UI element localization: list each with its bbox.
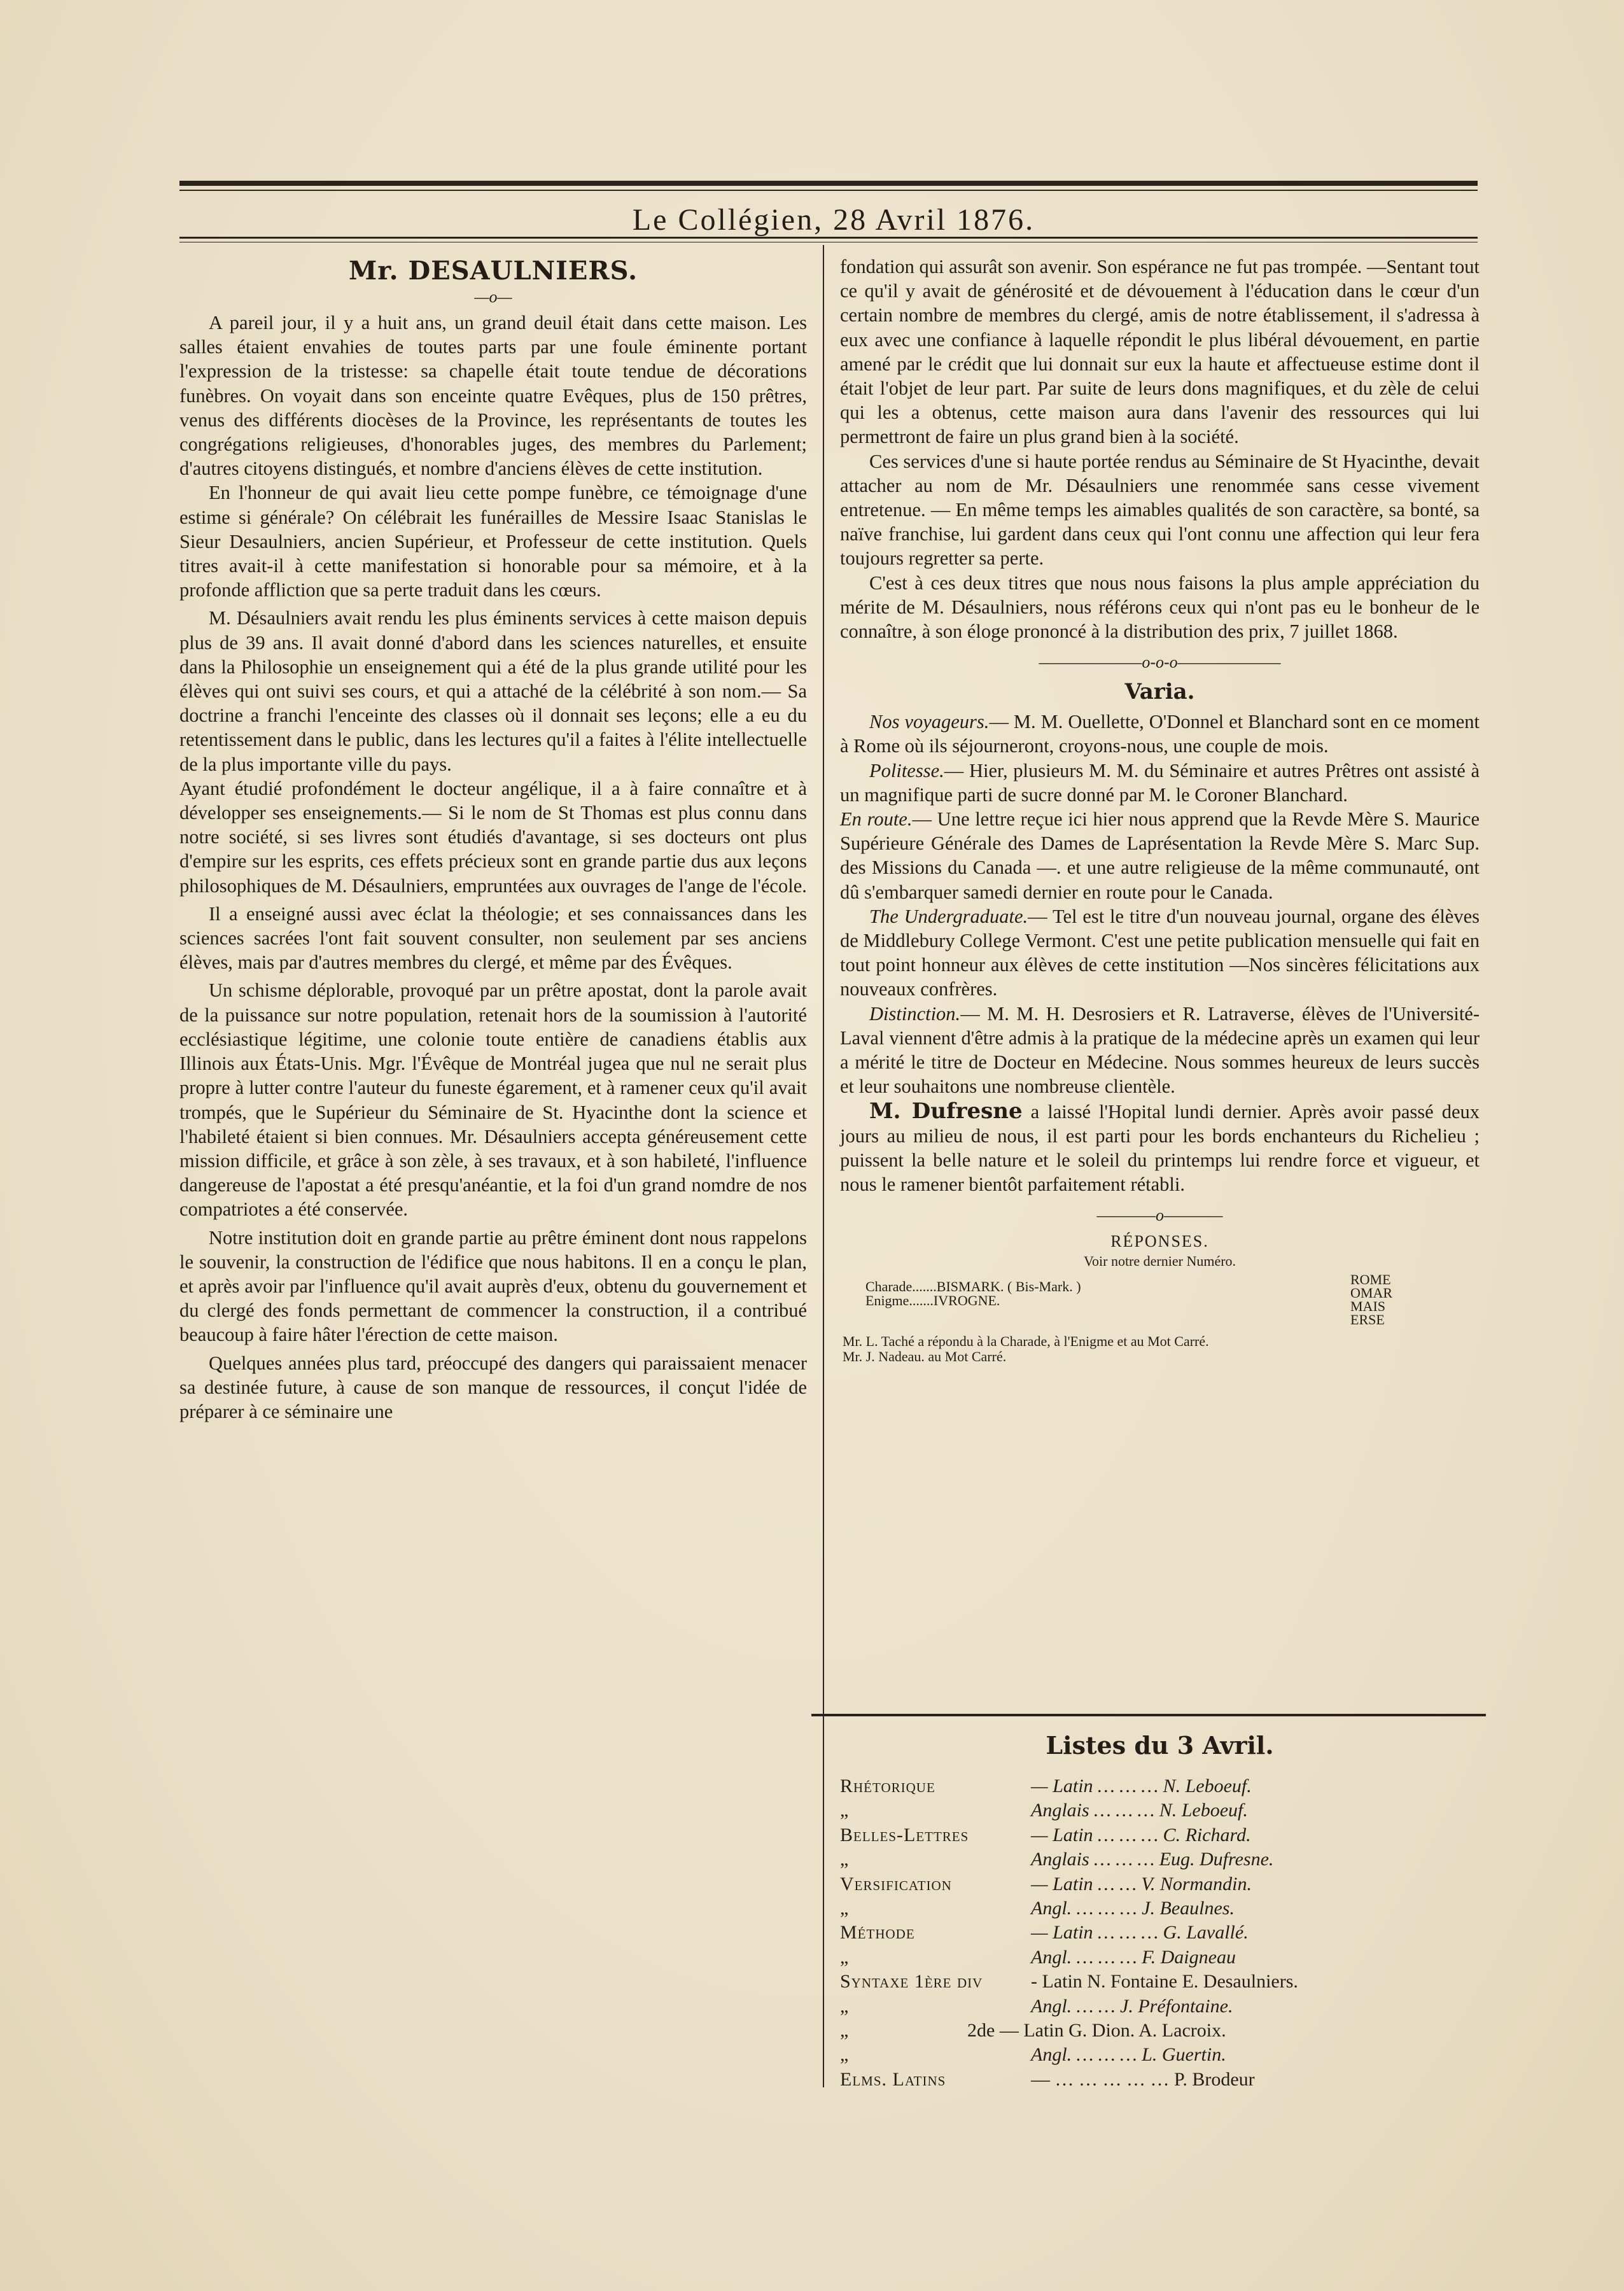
mot-carre-line: ERSE [1350,1312,1385,1328]
list-item: „ Angl. … … … F. Daigneau [840,1946,1236,1968]
varia-item-lead: Distinction. [869,1002,961,1025]
enigme-answer: Enigme.......IVROGNE. [865,1293,1000,1309]
article-paragraph: En l'honneur de qui avait lieu cette pompe funèbre, ce témoignage d'une estime si générale? On célébrait les funérailles de Messire Isaac Stanislas le Sieur Desaulniers, ancien Supérieur, et Professeur de cette institution. Quels titres avait-il à cette manifestation si honorable pour sa mémoire, et à la profonde affliction que sa perte traduit dans les cœurs. [179,482,807,601]
varia-item-lead: The Undergraduate. [869,905,1028,927]
list-item: Syntaxe 1ère div - Latin N. Fontaine E. Desaulniers. [840,1971,1298,1993]
reponses-answers [840,1270,1480,1334]
list-item: „ Angl. … … J. Préfontaine. [840,1995,1233,2017]
list-item: Elms. Latins — … … … … … P. Brodeur [840,2068,1255,2090]
article-paragraph: M. Désaulniers avait rendu les plus éminents services à cette maison depuis plus de 39 ans. Il avait donné d'abord dans les sciences naturelles, et ensuite dans la Philosophie un enseignement qui a été de la plus grande utilité pour les élèves qui ont suivi ses cours, et qui a attaché de la célébrité à son nom.— Sa doctrine a franchi l'enceinte des classes où il donnait ses leçons; elle a eu du retentissement dans le public, dans les lectures qu'il a faites à l'élite intellectuelle de la plus importante ville du pays. [179,607,807,775]
reponses-note: Mr. J. Nadeau. au Mot Carré. [843,1349,1007,1365]
reponses-subtitle: Voir notre dernier Numéro. [1083,1253,1236,1270]
mot-carre-answer [1350,1273,1392,1326]
left-column [179,255,807,1424]
masthead: Le Collégien, 28 Avril 1876. [632,203,1035,237]
list-item: Belles-Lettres — Latin … … … C. Richard. [840,1824,1251,1846]
article-separator: —o— [474,288,512,306]
varia-item [840,807,1480,904]
varia-title: Varia. [1124,679,1195,705]
article-paragraph: Notre institution doit en grande partie au prêtre éminent dont nous rappelons le souvenir, la construction de l'édifice que nous habitons. Il en a conçu le plan, et après avoir par l'influence qu'il avait auprès d'eux, obtenu du gouvernement et du clergé des fonds permettant de commencer la construction, il a contribué beaucoup à faire hâter l'érection de cette maison. [179,1226,807,1346]
varia-separator: ———————o-o-o——————— [1039,653,1281,672]
top-thin-rule [179,190,1478,191]
mot-carre-line: MAIS [1350,1298,1386,1315]
article-paragraph: A pareil jour, il y a huit ans, un grand deuil était dans cette maison. Les salles étaient envahies de toutes parts par une foule éminente portant l'expression de la tristesse: sa chapelle était toute tendue de décorations funèbres. On voyait dans son enceinte quatre Evêques, plus de 150 prêtres, venus des différents diocèses de la Province, les représentants de toutes les congrégations religieuses, d'honorables juges, des membres du Parlement; d'autres citoyens distingués, et nombre d'anciens élèves de cette institution. [179,312,807,480]
list-item: „ 2de — Latin G. Dion. A. Lacroix. [840,2019,1226,2041]
varia-item-lead: Nos voyageurs. [869,711,990,733]
mot-carre-line: OMAR [1350,1285,1393,1301]
article-continuation: C'est à ces deux titres que nous nous faisons la plus ample appréciation du mérite de M. Désaulniers, nous référons ceux qui n'ont pas eu le bonheur de le connaître, à son éloge prononcé à la distribution des prix, 7 juillet 1868. [840,571,1480,643]
varia-item-text: — M. M. H. Desrosiers et R. Latraverse, élèves de l'Université-Laval viennent d'être admis à la pratique de la médecine après un examen qui leur a mérité le titre de Docteur en Médecine. Nous sommes heureux de leurs succès et leur souhaitons une nombreuse clientèle. [840,1002,1480,1098]
varia-item-lead: En route. [840,808,913,830]
varia-item-text: — M. M. Ouellette, O'Donnel et Blanchard sont en ce moment à Rome où ils séjourneront, croyons-nous, une couple de mois. [840,711,1480,757]
list-item: „ Angl. … … … J. Beaulnes. [840,1897,1235,1919]
list-item: Méthode — Latin … … … G. Lavallé. [840,1922,1249,1944]
listes-title: Listes du 3 Avril. [1046,1731,1274,1760]
masthead-bottom-rule [179,237,1478,239]
article-paragraph: Ayant étudié profondément le docteur angélique, il a à faire connaître et à développer ses enseignements.— Si le nom de St Thomas est plus connu dans notre société, si ses livres sont étudiés d'avantage, si ses docteurs ont plus d'empire sur les esprits, ces effets précieux sont en grande partie dus aux leçons philosophiques de M. Désaulniers, empruntées aux ouvrages de l'ange de l'école. [179,777,807,897]
column-divider [823,245,824,2087]
listes-section [840,1718,1480,2092]
list-item: „ Anglais … … … Eug. Dufresne. [840,1849,1274,1870]
varia-item [840,1002,1480,1099]
varia-item-lead: Politesse. [869,759,944,781]
charade-answer: Charade.......BISMARK. ( Bis-Mark. ) [865,1279,1081,1295]
list-item: Versification — Latin … … V. Normandin. [840,1873,1252,1895]
varia-item-text: — Une lettre reçue ici hier nous apprend que la Revde Mère S. Maurice Supérieure Générale des Dames de Laprésentation la Revde Mère S. Marc Sup. des Missions du Canada —. et une autre religieuse de la même communauté, ont dû s'embarquer samedi dernier en route pour le Canada. [840,808,1480,903]
varia-item [840,710,1480,758]
varia-item-text: — Hier, plusieurs M. M. du Séminaire et autres Prêtres ont assisté à un magnifique parti de sucre donné par M. le Coroner Blanchard. [840,759,1480,806]
dufresne-text: a laissé l'Hopital lundi dernier. Après avoir passé deux jours au milieu de nous, il est parti pour les bords enchanteurs du Richelieu ; puissent la belle nature et le soleil du printemps lui rendre force et vigueur, et nous le ramener bientôt parfaitement rétabli. [840,1100,1480,1196]
article-paragraph: Un schisme déplorable, provoqué par un prêtre apostat, dont la parole avait de la puissance sur notre population, retenait hors de la soumission à l'autorité ecclésiastique légitime, une colonie toute entière de canadiens établis aux Illinois aux États-Unis. Mgr. l'Évêque de Montréal jugea que nul ne serait plus propre à lutter contre l'auteur du funeste égarement, et à ramener ceux qu'il avait trompés, que le Supérieur du Séminaire de St. Hyacinthe dont la science et l'habileté étaient si bien connues. Mr. Désaulniers accepta généreusement cette mission difficile, et grâce à son zèle, à ses travaux, et à son habileté, l'influence dangereuse de l'apostat a été presqu'anéantie, et la foi d'un grand nomdre de nos compatriotes a été conservée. [179,979,807,1221]
dufresne-name: M. Dufresne [869,1098,1023,1124]
article-continuation: Ces services d'une si haute portée rendus au Séminaire de St Hyacinthe, devait attacher au nom de Mr. Désaulniers une renommée sans cesse vivement entretenue. — En même temps les aimables qualités de son caractère, sa bonté, sa naïve franchise, lui gardent dans ceux qui l'ont connu une affection qui leur fera toujours regretter sa perte. [840,450,1480,570]
reponses-title: RÉPONSES. [1110,1232,1209,1251]
article-title: Mr. DESAULNIERS. [348,256,638,286]
list-item: Rhétorique — Latin … … … N. Leboeuf. [840,1776,1252,1797]
reponses-separator: ————o———— [1096,1206,1223,1225]
article-continuation: fondation qui assurât son avenir. Son espérance ne fut pas trompée. —Sentant tout ce qu'il y avait de générosité et de dévouement à l'éducation dans le cœur d'un certain nombre de membres du clergé, amis de notre établissement, il s'adressa à eux avec une confiance à laquelle répondit le plus libéral dévouement, en partie amené par le crédit que lui donnait sur eux la haute et affectueuse estime dont il était l'objet de leur part. Par suite de leurs dons magnifiques, et du zèle de celui qui les a obtenus, cette maison aura dans l'avenir des ressources qui lui permettront de faire un plus grand bien à la société. [840,256,1480,448]
listes-top-rule [811,1714,1486,1716]
mot-carre-line: ROME [1350,1272,1391,1288]
top-thick-rule [179,181,1478,186]
varia-dufresne [840,1099,1480,1197]
varia-item [840,904,1480,1002]
varia-item-text: — Tel est le titre d'un nouveau journal, organe des élèves de Middlebury College Vermont. C'est une petite publication mensuelle qui fait en tout point honneur aux élèves de cette institution —Nos sincères félicitations aux nouveaux confrères. [840,905,1480,1000]
article-paragraph: Quelques années plus tard, préoccupé des dangers qui paraissaient menacer sa destinée future, à cause de son manque de ressources, il conçut l'idée de préparer à ce séminaire une [179,1352,807,1422]
article-paragraph: Il a enseigné aussi avec éclat la théologie; et ses connaissances dans les sciences sacrées l'ont fait souvent consulter, non seulement par ses anciens élèves, mais par d'autres membres du clergé, et même par des Évêques. [179,902,807,974]
list-item: „ Angl. … … … L. Guertin. [840,2044,1226,2066]
right-column [840,255,1480,1364]
varia-item [840,759,1480,807]
list-item: „ Anglais … … … N. Leboeuf. [840,1800,1248,1821]
reponses-note: Mr. L. Taché a répondu à la Charade, à l'Enigme et au Mot Carré. [843,1333,1209,1350]
